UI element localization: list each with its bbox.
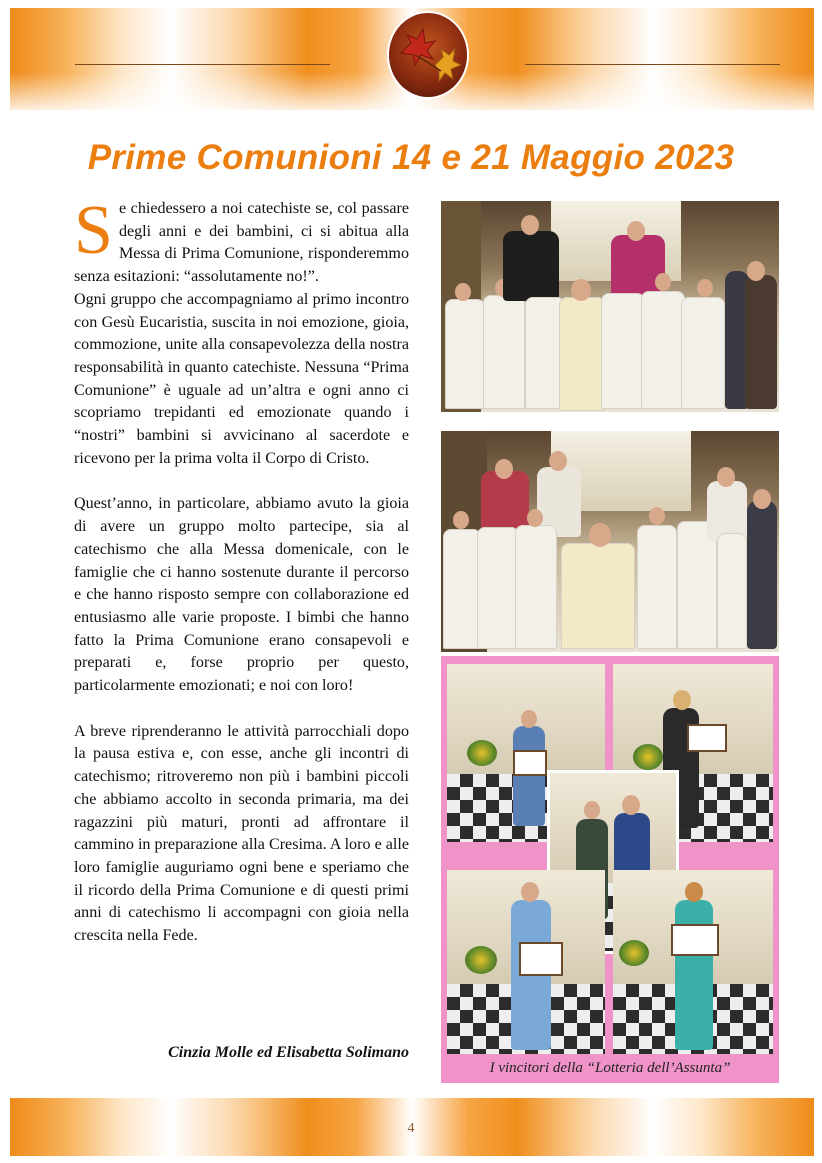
article-body — [74, 192, 409, 971]
winner-photo-5 — [613, 870, 773, 1054]
autumn-leaves-icon — [389, 13, 467, 97]
dropcap: S — [74, 192, 113, 269]
paragraph-intro — [74, 192, 409, 289]
paragraph-emotion: Ogni gruppo che accompagniamo al primo incontro con Gesù Eucaristia, suscita in noi emozione, gioia, commozione, unite alla consapevolezza della nostra responsabilità in quanto catechiste. Nessuna “Prima Comunione” è uguale ad un’altra e ogni anno ci scopriamo trepidanti ed emozionate quando i “nostri” bambini si avvicinano al sacerdote e ricevono per la prima volta il Corpo di Cristo. — [74, 290, 409, 467]
lottery-winners-collage — [441, 656, 779, 1083]
header-rule-right — [525, 64, 780, 65]
signature: Cinzia Molle ed Elisabetta Solimano — [168, 1044, 409, 1061]
winner-photo-4 — [447, 870, 605, 1054]
page-title: Prime Comunioni 14 e 21 Maggio 2023 — [87, 138, 735, 177]
paragraph-future: A breve riprenderanno le attività parrocchiali dopo la pausa estiva e, con esse, anche gli incontri di catechismo; ritroveremo non più i bambini piccoli che abbiamo accolto in seconda primaria, ma dei ragazzini più maturi, pronti ad affrontare il cammino in preparazione alla Cresima. A loro e alle loro famiglie auguriamo ogni bene e speriamo che il ricordo della Prima Comunione e di questi primi anni di catechismo li accompagni con gioia nella crescita nella Fede. — [74, 722, 409, 945]
page-number: 4 — [407, 1121, 415, 1136]
paragraph-intro-text: e chiedessero a noi catechiste se, col passare degli anni e dei bambini, ci si abitua alla Messa di Prima Comunione, risponderemmo senza esitazioni: “assolutamente no!”. — [74, 200, 409, 286]
paragraph-group: Quest’anno, in particolare, abbiamo avuto la gioia di avere un gruppo molto partecipe, sia al catechismo che alla Messa domenicale, con le famiglie che ci hanno sostenute durante il percorso e che hanno risposto sempre con collaborazione ed entusiasmo alle varie proposte. I bimbi che hanno fatto la Prima Comunione erano consapevoli e preparati e, forse proprio per questo, particolarmente emozionati; e noi con loro! — [74, 495, 409, 695]
collage-caption: I vincitori della “Lotteria dell’Assunta” — [489, 1060, 731, 1076]
group-photo-first — [441, 201, 779, 412]
header-rule-left — [75, 64, 330, 65]
group-photo-second — [441, 431, 779, 652]
